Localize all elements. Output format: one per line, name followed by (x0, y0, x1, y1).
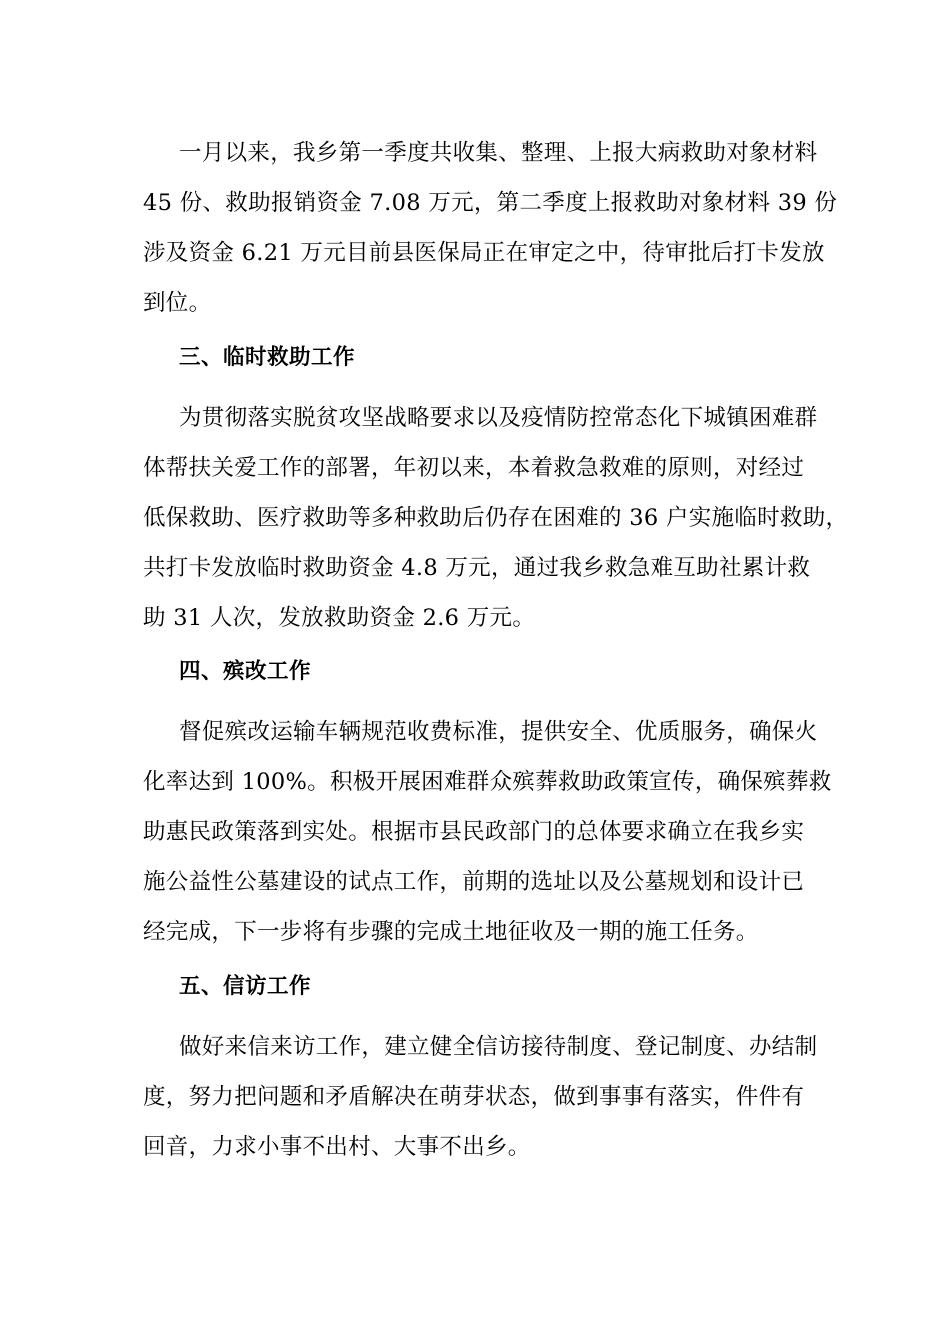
paragraph-line: 督促殡改运输车辆规范收费标准，提供安全、优质服务，确保火 (179, 719, 818, 745)
paragraph-line: 为贯彻落实脱贫攻坚战略要求以及疫情防控常态化下城镇困难群 (179, 405, 818, 431)
section-heading-petitions: 五、信访工作 (179, 974, 312, 999)
paragraph-line: 涉及资金 6.21 万元目前县医保局正在审定之中，待审批后打卡发放 (143, 240, 825, 266)
paragraph-line: 经完成，下一步将有步骤的完成土地征收及一期的施工任务。 (143, 919, 759, 945)
paragraph-line: 助 31 人次，发放救助资金 2.6 万元。 (143, 605, 536, 631)
paragraph-funeral-reform (143, 707, 832, 957)
paragraph-petitions (143, 1022, 818, 1172)
paragraph-line: 做好来信来访工作，建立健全信访接待制度、登记制度、办结制 (179, 1034, 818, 1060)
paragraph-line: 低保救助、医疗救助等多种救助后仍存在困难的 36 户实施临时救助， (143, 505, 849, 531)
paragraph-temporary-aid (143, 393, 849, 643)
paragraph-line: 45 份、救助报销资金 7.08 万元，第二季度上报救助对象材料 39 份 (143, 190, 838, 216)
section-heading-funeral-reform: 四、殡改工作 (179, 659, 312, 684)
paragraph-line: 度，努力把问题和矛盾解决在萌芽状态，做到事事有落实，件件有 (143, 1084, 805, 1110)
paragraph-line: 施公益性公墓建设的试点工作，前期的选址以及公墓规划和设计已 (143, 869, 805, 895)
paragraph-line: 共打卡发放临时救助资金 4.8 万元，通过我乡救急难互助社累计救 (143, 555, 811, 581)
paragraph-line: 回音，力求小事不出村、大事不出乡。 (143, 1134, 531, 1160)
paragraph-large-illness-aid (143, 128, 838, 328)
paragraph-line: 到位。 (143, 290, 212, 316)
paragraph-line: 体帮扶关爱工作的部署，年初以来，本着救急救难的原则，对经过 (143, 455, 805, 481)
paragraph-line: 一月以来，我乡第一季度共收集、整理、上报大病救助对象材料 (179, 140, 818, 166)
paragraph-line: 化率达到 100%。积极开展困难群众殡葬救助政策宣传，确保殡葬救 (143, 769, 832, 795)
section-heading-temporary-aid: 三、临时救助工作 (179, 345, 356, 370)
paragraph-line: 助惠民政策落到实处。根据市县民政部门的总体要求确立在我乡实 (143, 819, 805, 845)
